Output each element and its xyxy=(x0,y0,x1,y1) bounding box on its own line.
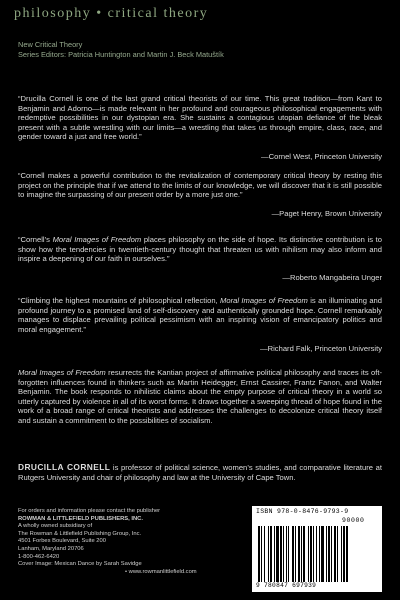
barcode-box xyxy=(252,506,382,592)
barcode-bar xyxy=(337,526,338,582)
barcode-bar xyxy=(288,526,289,582)
barcode-bar xyxy=(283,526,284,582)
barcode-bar xyxy=(321,526,324,582)
barcode-bar xyxy=(331,526,332,582)
publisher-web xyxy=(125,569,197,575)
publisher-address-1: 4501 Forbes Boulevard, Suite 200 xyxy=(18,538,106,545)
description-book-title: Moral Images of Freedom xyxy=(18,368,106,377)
blurb-3-text xyxy=(18,235,382,264)
blurb-4-attribution: —Richard Falk, Princeton University xyxy=(260,344,382,353)
barcode-bar xyxy=(346,526,348,582)
author-name: DRUCILLA CORNELL xyxy=(18,462,111,472)
barcode-bar xyxy=(258,526,260,582)
blurb-4-text xyxy=(18,296,382,334)
blurb-4-book-title: Moral Images of Freedom xyxy=(220,296,308,305)
barcode-bar xyxy=(276,526,279,582)
barcode-bar xyxy=(270,526,272,582)
series-info xyxy=(18,40,224,59)
category-label: philosophy • critical theory xyxy=(14,6,209,21)
blurb-3-pre: “Cornell’s xyxy=(18,235,53,244)
publisher-parent: The Rowman & Littlefield Publishing Group, Inc. xyxy=(18,530,142,537)
barcode-bar xyxy=(286,526,287,582)
barcode-bar xyxy=(261,526,262,582)
publisher-address-2: Lanham, Maryland 20706 xyxy=(18,545,84,552)
series-editors: Series Editors: Patricia Huntington and Martin J. Beck Matuštík xyxy=(18,49,224,59)
separator-bullet: • xyxy=(125,569,128,575)
publisher-website: www.rowmanlittlefield.com xyxy=(128,569,197,575)
barcode-bar xyxy=(303,526,305,582)
barcode-bar xyxy=(319,526,320,582)
barcode-bar xyxy=(298,526,300,582)
blurb-1-attribution: —Cornel West, Princeton University xyxy=(261,152,382,161)
barcode-bar xyxy=(274,526,275,582)
publisher-orders: For orders and information please contact the publisher xyxy=(18,508,161,514)
price-code: 90000 xyxy=(342,517,365,524)
blurb-3-attribution: —Roberto Mangabeira Unger xyxy=(282,273,382,282)
author-bio xyxy=(18,463,382,482)
barcode-bar xyxy=(292,526,294,582)
blurb-3-book-title: Moral Images of Freedom xyxy=(52,235,142,244)
blurb-4-post: is an illuminating and profound journey to a promised land of self-discovery and authentically grounded hope. Cornell remarkably manages to displace prevailing political pessimism with an inspiring vision of emancipatory politics and moral engagement.” xyxy=(18,296,382,334)
barcode-number: 9 780847 697939 xyxy=(256,582,317,589)
barcode-bar xyxy=(264,526,265,582)
barcode-bar xyxy=(316,526,317,582)
book-description xyxy=(18,368,382,426)
barcode-bar xyxy=(310,526,312,582)
isbn-label: ISBN 978-0-8476-9793-9 xyxy=(256,508,349,515)
series-name: New Critical Theory xyxy=(18,40,83,49)
barcode-bar xyxy=(301,526,302,582)
barcode-bar xyxy=(268,526,269,582)
author-bio-text: is professor of political science, women’s studies, and comparative literature at Rutgers University and chair of philosophy and law at the University of Cape Town. xyxy=(18,463,382,482)
blurb-4-pre: “Climbing the highest mountains of philosophical reflection, xyxy=(18,296,221,305)
barcode-bar xyxy=(343,526,345,582)
blurb-1-text: “Drucilla Cornell is one of the last grand critical theorists of our time. This great tradition—from Kant to Benjamin and Adorno—is made relevant in her profound and courageous philosophical engagements with redemptive possibilities in our dystopian era. She sustains a contagious utopian defiance of the bleak present with a subtle wrestling with our limits—a wrestling that takes us through empire, class, race, and gender toward a just and free world.” xyxy=(18,94,382,142)
blurb-3-post: places philosophy on the side of hope. Its distinctive contribution is to show how the tendencies in twentieth-century thought that threaten us with nihilism may also inform and inspire a deepening of our faith in ourselves.” xyxy=(18,235,382,264)
cover-image-credit: Cover Image: Mexican Dance by Sarah Savidge xyxy=(18,561,142,568)
barcode-icon xyxy=(258,526,376,582)
publisher-phone: 1-800-462-6420 xyxy=(18,553,60,560)
publisher-info xyxy=(18,508,160,569)
barcode-bar xyxy=(313,526,314,582)
blurb-2-text: “Cornell makes a powerful contribution to the revitalization of contemporary critical theory by resting this project on the principle that if we attend to the limits of our knowledge, we will discover that it is still possible to imagine the surpassing of our present order by a more just one.” xyxy=(18,171,382,200)
barcode-bar xyxy=(341,526,342,582)
description-text: resurrects the Kantian project of affirmative political philosophy and traces its oft-forgotten influences found in thinkers such as Martin Heidegger, Ernst Cassirer, Frantz Fanon, and Walter Benjamin. The book responds to nihilistic claims about the empty purpose of critical theory in a world so utterly captured by violence in all of its worst forms. It draws together a sweeping thread of hope found in the work of a broad range of critical theorists and addresses the challenges to decolonize critical theory itself and sustain a commitment to the possibilities of socialism. xyxy=(18,368,382,425)
barcode-bar xyxy=(280,526,282,582)
barcode-bar xyxy=(295,526,296,582)
barcode-bar xyxy=(328,526,330,582)
blurb-2-attribution: —Paget Henry, Brown University xyxy=(271,209,382,218)
publisher-name: ROWMAN & LITTLEFIELD PUBLISHERS, INC. xyxy=(18,515,143,522)
barcode-bar xyxy=(308,526,309,582)
publisher-subsidiary: A wholly owned subsidiary of xyxy=(18,523,93,530)
barcode-bar xyxy=(334,526,336,582)
barcode-bar xyxy=(326,526,327,582)
